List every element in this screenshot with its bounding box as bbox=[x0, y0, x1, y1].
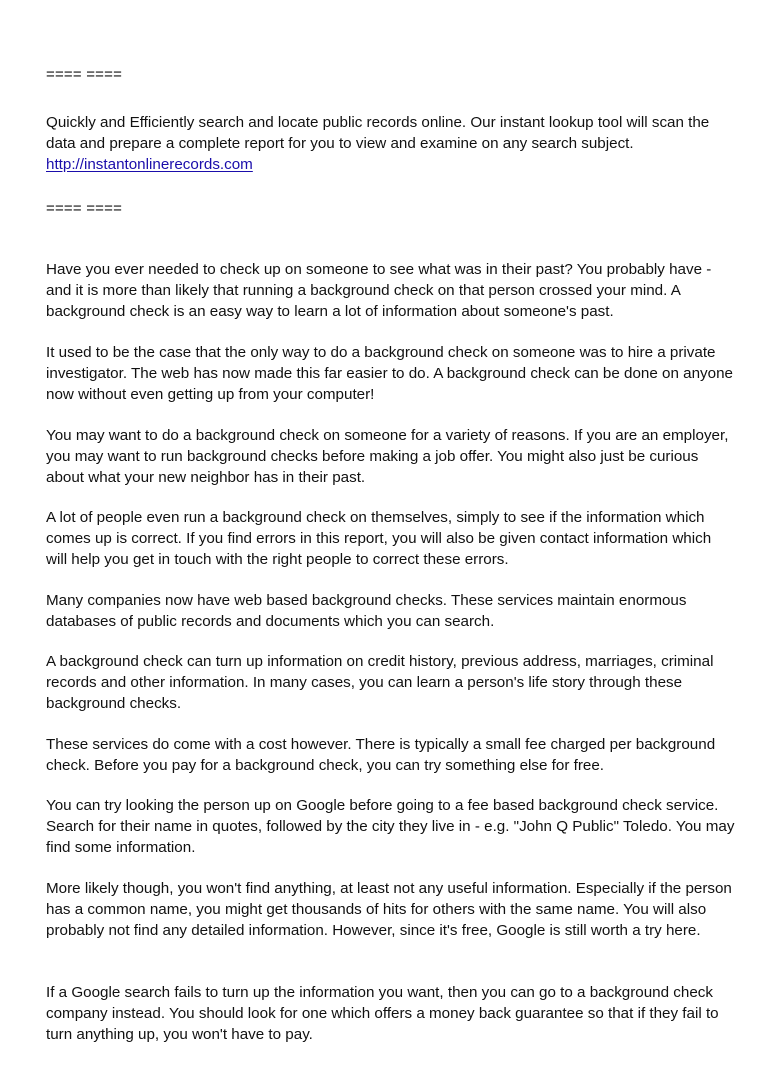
paragraph-2: It used to be the case that the only way to do a background check on someone was to hire a private investigator. The web has now made this far easier to do. A background check can be done on anyone now without even getting up from your computer! bbox=[46, 344, 733, 403]
paragraph-4: A lot of people even run a background check on themselves, simply to see if the information which comes up is correct. If you find errors in this report, you will also be given contact information which will help you get in touch with the right people to correct these errors. bbox=[46, 509, 712, 568]
intro-paragraph bbox=[46, 112, 736, 175]
separator-top: ==== ==== bbox=[46, 66, 123, 83]
intro-text: Quickly and Efficiently search and locate public records online. Our instant lookup tool will scan the data and prepare a complete report for you to view and examine on any search subject. bbox=[46, 114, 710, 152]
paragraph-8: You can try looking the person up on Google before going to a fee based background check service. Search for their name in quotes, followed by the city they live in - e.g. "John Q Public" Toledo. You may find some information. bbox=[46, 797, 735, 856]
separator-bottom: ==== ==== bbox=[46, 200, 123, 217]
records-link[interactable]: http://instantonlinerecords.com bbox=[46, 156, 253, 173]
paragraph-6: A background check can turn up information on credit history, previous address, marriages, criminal records and other information. In many cases, you can learn a person's life story through these background checks. bbox=[46, 653, 714, 712]
paragraph-3: You may want to do a background check on someone for a variety of reasons. If you are an employer, you may want to run background checks before making a job offer. You might also just be curious about what your new neighbor has in their past. bbox=[46, 427, 729, 486]
paragraph-10: If a Google search fails to turn up the information you want, then you can go to a background check company instead. You should look for one which offers a money back guarantee so that if they fail to turn anything up, you won't have to pay. bbox=[46, 984, 719, 1043]
paragraph-5: Many companies now have web based background checks. These services maintain enormous databases of public records and documents which you can search. bbox=[46, 592, 687, 630]
paragraph-1: Have you ever needed to check up on someone to see what was in their past? You probably have - and it is more than likely that running a background check on that person crossed your mind. A background check is an easy way to learn a lot of information about someone's past. bbox=[46, 261, 712, 320]
paragraph-9: More likely though, you won't find anything, at least not any useful information. Especially if the person has a common name, you might get thousands of hits for others with the same name. You will also probably not find any detailed information. However, since it's free, Google is still worth a try here. bbox=[46, 880, 732, 939]
paragraph-7: These services do come with a cost however. There is typically a small fee charged per background check. Before you pay for a background check, you can try something else for free. bbox=[46, 736, 716, 774]
